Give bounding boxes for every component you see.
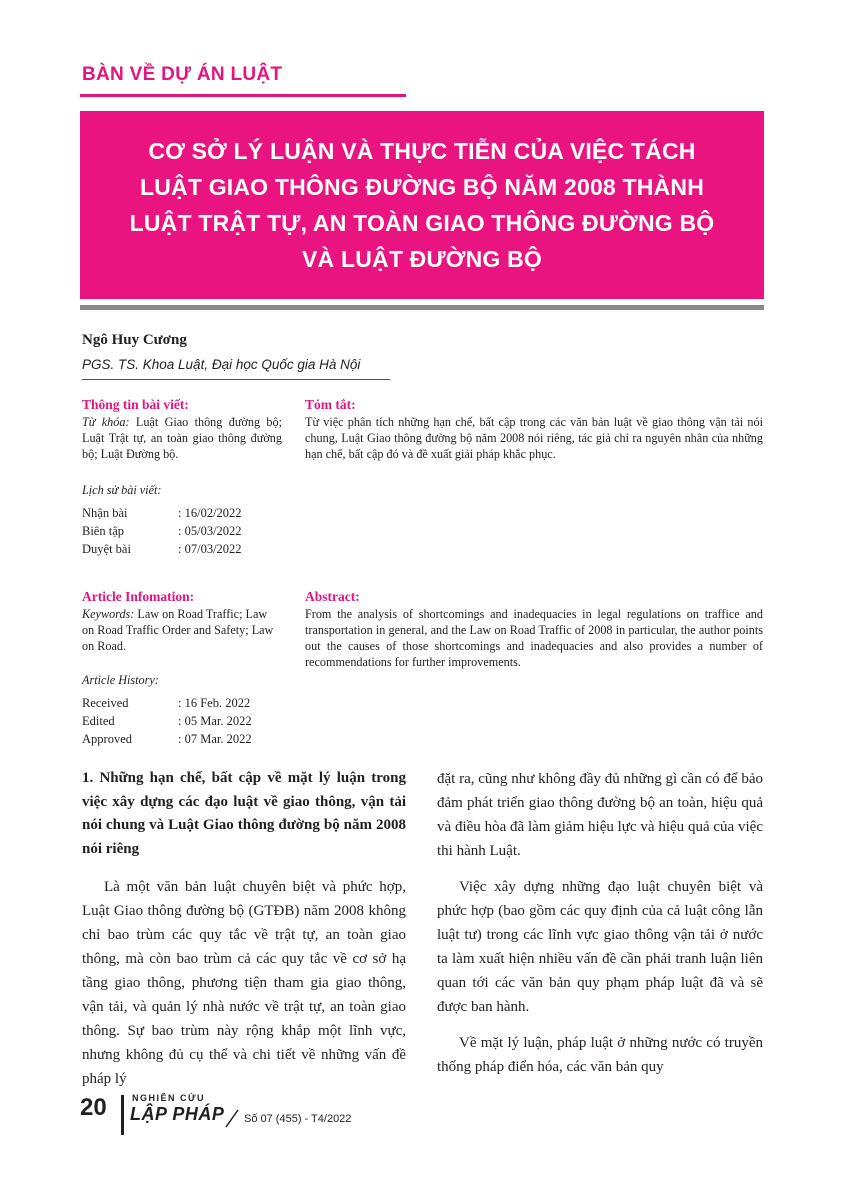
- history-value: : 05/03/2022: [178, 524, 242, 538]
- title-line: LUẬT TRẬT TỰ, AN TOÀN GIAO THÔNG ĐƯỜNG BỘ: [129, 210, 715, 236]
- title-banner: [80, 111, 764, 299]
- vi-abstract-heading: Tóm tắt:: [305, 397, 356, 412]
- vi-keywords-label: Từ khóa:: [82, 415, 130, 429]
- en-history-table: [82, 694, 252, 748]
- en-history-label: Article History:: [82, 673, 159, 687]
- affiliation-underline: [82, 379, 390, 380]
- en-abstract-text: From the analysis of shortcomings and inadequacies in legal regulations on traffice and transportation in general, and the Law on Road Traffic of 2008 in particular, the author points out the causes of those shortcomings and inadequacies and also provides a number of recommendations for further improvements.: [305, 607, 763, 669]
- body-right-column: [437, 767, 763, 1079]
- history-label: Duyệt bài: [82, 542, 131, 556]
- vi-history-label: Lịch sử bài viết:: [82, 483, 162, 497]
- author-affiliation: PGS. TS. Khoa Luật, Đại học Quốc gia Hà Nội: [82, 357, 361, 372]
- vi-abstract: [305, 397, 763, 462]
- page-number: 20: [80, 1094, 107, 1121]
- history-label: Received: [82, 696, 129, 710]
- en-keywords-text: Law on Road Traffic; Law on Road Traffic Order and Safety; Law on Road.: [82, 607, 274, 653]
- history-label: Approved: [82, 732, 132, 746]
- vi-info-heading: Thông tin bài viết:: [82, 397, 189, 412]
- history-row: [82, 712, 252, 730]
- en-keywords: [82, 606, 282, 654]
- body-paragraph: đặt ra, cũng như không đầy đủ những gì cần có để bảo đảm phát triển giao thông đường bộ an toàn, hiệu quả và điều hòa đã làm giảm hiệu lực và hiệu quả của việc thi hành Luật.: [437, 771, 763, 859]
- vi-keywords: [82, 414, 282, 462]
- history-value: : 05 Mar. 2022: [178, 714, 252, 728]
- section-heading: 1. Những hạn chế, bất cập về mặt lý luận trong việc xây dựng các đạo luật về giao thông, vận tải nói chung và Luật Giao thông đường bộ năm 2008 nói riêng: [82, 770, 406, 857]
- history-row: [82, 522, 242, 540]
- history-row: [82, 540, 242, 558]
- en-keywords-label: Keywords:: [82, 607, 135, 621]
- en-abstract-heading: Abstract:: [305, 589, 360, 604]
- vi-article-info: [82, 397, 282, 558]
- history-value: : 16/02/2022: [178, 506, 242, 520]
- section-tag-underline: [80, 94, 406, 97]
- issue-number: Số 07 (455) - T4/2022: [244, 1113, 352, 1125]
- en-article-info: [82, 589, 282, 748]
- en-abstract: [305, 589, 763, 670]
- vi-keywords-text: Luật Giao thông đường bộ; Luật Trật tự, an toàn giao thông đường bộ; Luật Đường bộ.: [82, 415, 282, 461]
- body-paragraph: Việc xây dựng những đạo luật chuyên biệt và phức hợp (bao gồm các quy định của cả luật công lẫn luật tư) trong các lĩnh vực giao thông vận tải ở nước ta làm xuất hiện nhiều vấn đề cần phải tranh luận liên quan tới các văn bản quy phạm pháp luật đã và sẽ được ban hành.: [437, 879, 763, 1015]
- title-line: VÀ LUẬT ĐƯỜNG BỘ: [302, 246, 542, 272]
- history-value: : 16 Feb. 2022: [178, 696, 251, 710]
- history-row: [82, 730, 252, 748]
- author-name: Ngô Huy Cương: [82, 332, 187, 348]
- title-line: LUẬT GIAO THÔNG ĐƯỜNG BỘ NĂM 2008 THÀNH: [139, 174, 705, 200]
- history-label: Edited: [82, 714, 115, 728]
- article-title: [122, 133, 722, 277]
- history-label: Nhận bài: [82, 506, 128, 520]
- logo-slash-icon: [222, 1108, 242, 1128]
- history-row: [82, 504, 242, 522]
- vi-abstract-text: Từ việc phân tích những hạn chế, bất cập trong các văn bản luật về giao thông vận tải nói chung, Luật Giao thông đường bộ năm 2008 nói riêng, tác giả chỉ ra nguyên nhân của những hạn chế, bất cập đó và đề xuất giải pháp khắc phục.: [305, 415, 763, 461]
- journal-logo-top: NGHIÊN CỨU: [132, 1093, 205, 1103]
- history-value: : 07 Mar. 2022: [178, 732, 252, 746]
- body-paragraph: Là một văn bản luật chuyên biệt và phức hợp, Luật Giao thông đường bộ (GTĐB) năm 2008 không chỉ bao trùm các quy tắc về trật tự, an toàn giao thông, mà còn bao trùm cả các quy tắc về cơ sở hạ tầng giao thông, phương tiện tham gia giao thông, vận tải, và quản lý nhà nước về trật tự, an toàn giao thông. Sự bao trùm này rộng khắp một lĩnh vực, nhưng không đủ cụ thể và chi tiết về những vấn đề pháp lý: [82, 879, 406, 1087]
- history-row: [82, 694, 252, 712]
- history-label: Biên tập: [82, 524, 125, 538]
- vi-history-table: [82, 504, 242, 558]
- title-divider: [80, 305, 764, 310]
- history-value: : 07/03/2022: [178, 542, 242, 556]
- section-tag: BÀN VỀ DỰ ÁN LUẬT: [82, 64, 283, 85]
- en-info-heading: Article Infomation:: [82, 589, 195, 604]
- journal-logo-main: LẬP PHÁP: [130, 1104, 225, 1124]
- body-paragraph: Về mặt lý luận, pháp luật ở những nước có truyền thống pháp điển hóa, các văn bản quy: [437, 1035, 763, 1075]
- footer-divider: [121, 1095, 124, 1135]
- body-left-column: [82, 767, 406, 1091]
- title-line: CƠ SỞ LÝ LUẬN VÀ THỰC TIỄN CỦA VIỆC TÁCH: [148, 138, 696, 164]
